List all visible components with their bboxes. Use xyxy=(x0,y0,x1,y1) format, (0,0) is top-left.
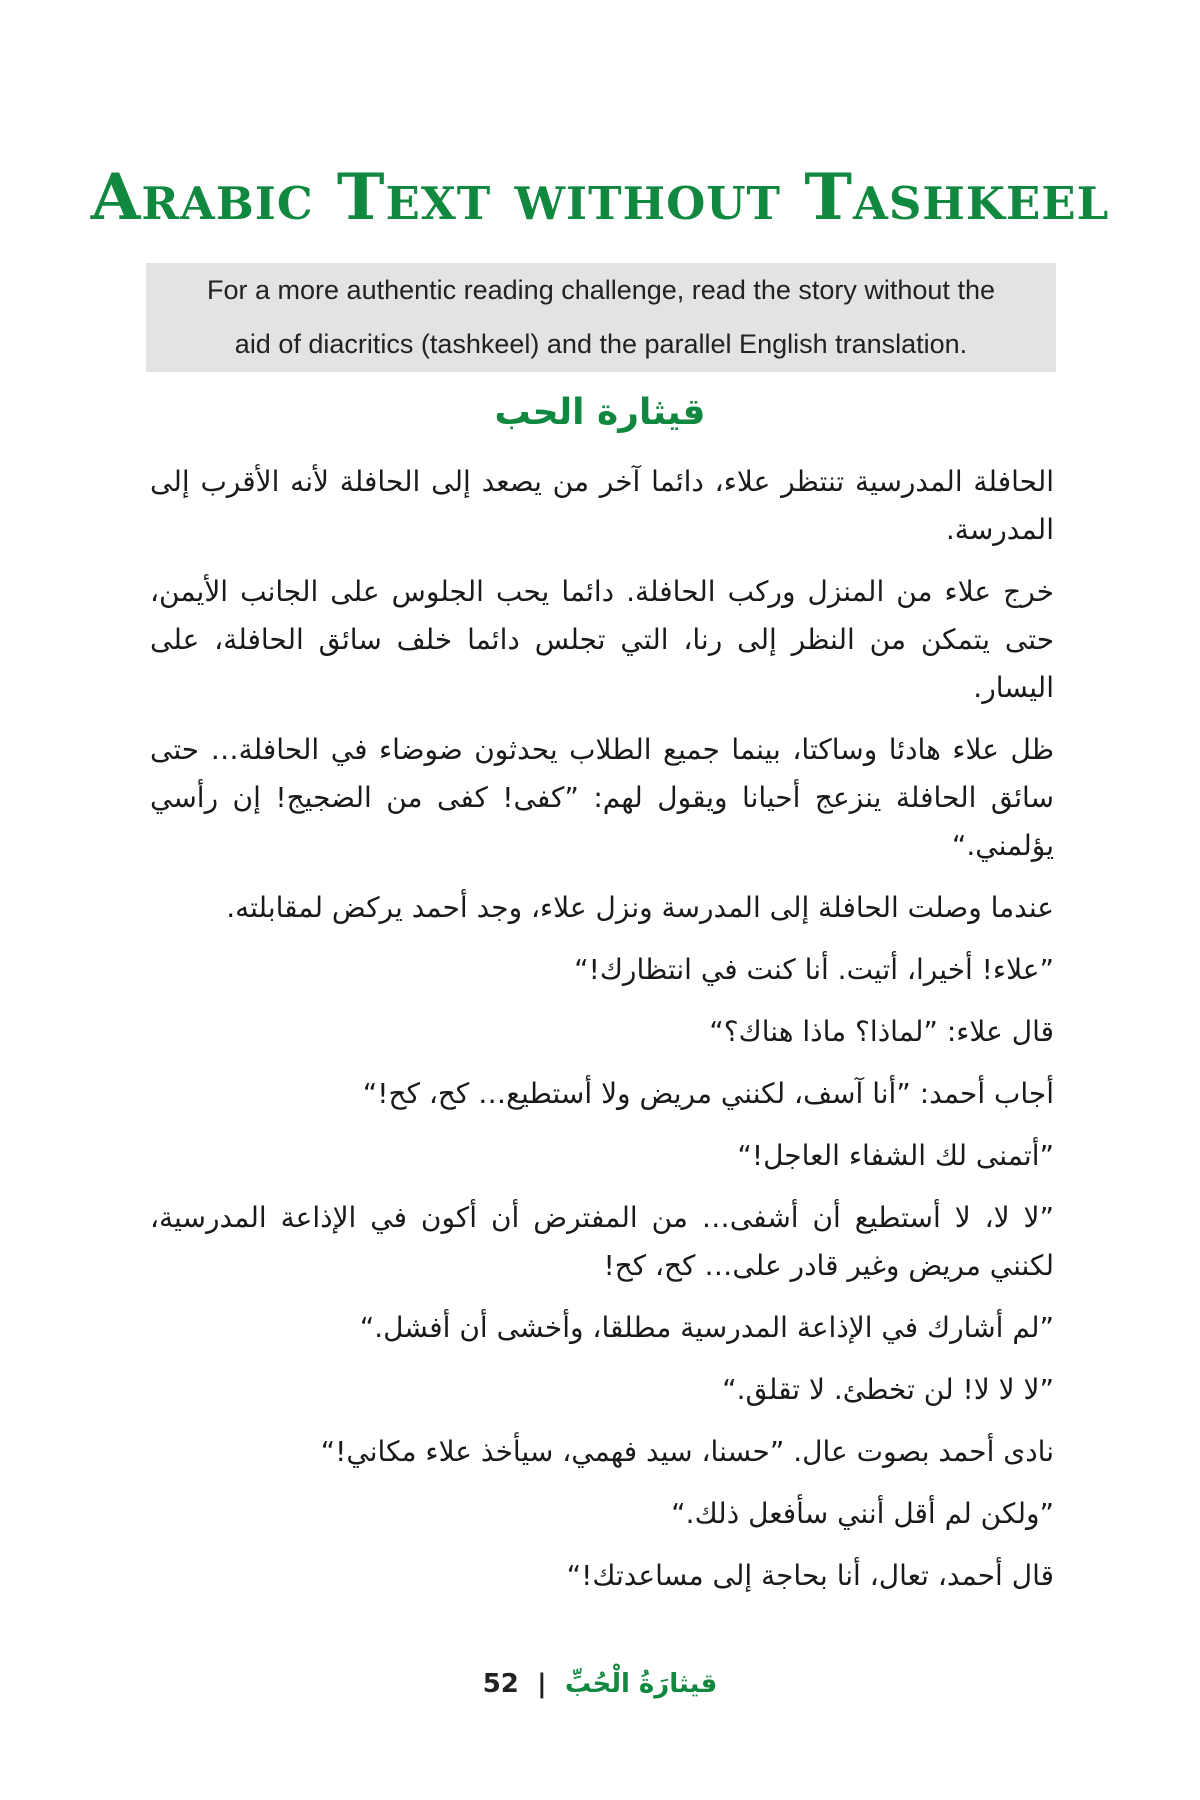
story-paragraph: الحافلة المدرسية تنتظر علاء، دائما آخر من يصعد إلى الحافلة لأنه الأقرب إلى المدرسة. xyxy=(150,465,1054,546)
page-number: 52 xyxy=(482,1669,519,1699)
story-paragraph: ظل علاء هادئا وساكتا، بينما جميع الطلاب يحدثون ضوضاء في الحافلة… حتى سائق الحافلة ينزعج أحيانا ويقول لهم: ”كفى! كفى من الضجيج! إن رأسي يؤلمني.“ xyxy=(150,733,1054,862)
story-paragraph: ”أتمنى لك الشفاء العاجل!“ xyxy=(737,1139,1054,1172)
story-body xyxy=(150,458,1054,1614)
page-title: Arabic Text without Tashkeel xyxy=(90,160,1110,235)
intro-note-box xyxy=(146,263,1056,372)
story-paragraph: قال أحمد، تعال، أنا بحاجة إلى مساعدتك!“ xyxy=(566,1559,1054,1592)
story-paragraph: ”لا لا، لا أستطيع أن أشفى… من المفترض أن أكون في الإذاعة المدرسية، لكنني مريض وغير قادر على… كح، كح! xyxy=(150,1201,1054,1282)
footer-book-title: قيثارَةُ الْحُبِّ xyxy=(564,1669,718,1699)
footer-separator: | xyxy=(537,1669,547,1699)
story-paragraph: ”لا لا لا! لن تخطئ. لا تقلق.“ xyxy=(722,1373,1054,1406)
story-paragraph: عندما وصلت الحافلة إلى المدرسة ونزل علاء، وجد أحمد يركض لمقابلته. xyxy=(226,891,1054,924)
intro-line-1: For a more authentic reading challenge, read the story without the xyxy=(207,275,995,305)
story-paragraph: ”ولكن لم أقل أنني سأفعل ذلك.“ xyxy=(671,1497,1054,1530)
page-footer xyxy=(0,1664,1200,1704)
story-paragraph: خرج علاء من المنزل وركب الحافلة. دائما يحب الجلوس على الجانب الأيمن، حتى يتمكن من النظر إلى رنا، التي تجلس دائما خلف سائق الحافلة، على اليسار. xyxy=(150,575,1054,704)
story-paragraph: نادى أحمد بصوت عال. ”حسنا، سيد فهمي، سيأخذ علاء مكاني!“ xyxy=(320,1435,1054,1468)
story-paragraph: ”لم أشارك في الإذاعة المدرسية مطلقا، وأخشى أن أفشل.“ xyxy=(359,1311,1054,1344)
story-paragraph: أجاب أحمد: ”أنا آسف، لكنني مريض ولا أستطيع… كح، كح!“ xyxy=(362,1077,1054,1110)
story-title: قيثارة الحب xyxy=(494,392,706,433)
story-paragraph: قال علاء: ”لماذا؟ ماذا هناك؟“ xyxy=(709,1015,1054,1048)
intro-line-2: aid of diacritics (tashkeel) and the parallel English translation. xyxy=(234,329,968,359)
story-paragraph: ”علاء! أخيرا، أتيت. أنا كنت في انتظارك!“ xyxy=(574,953,1054,986)
